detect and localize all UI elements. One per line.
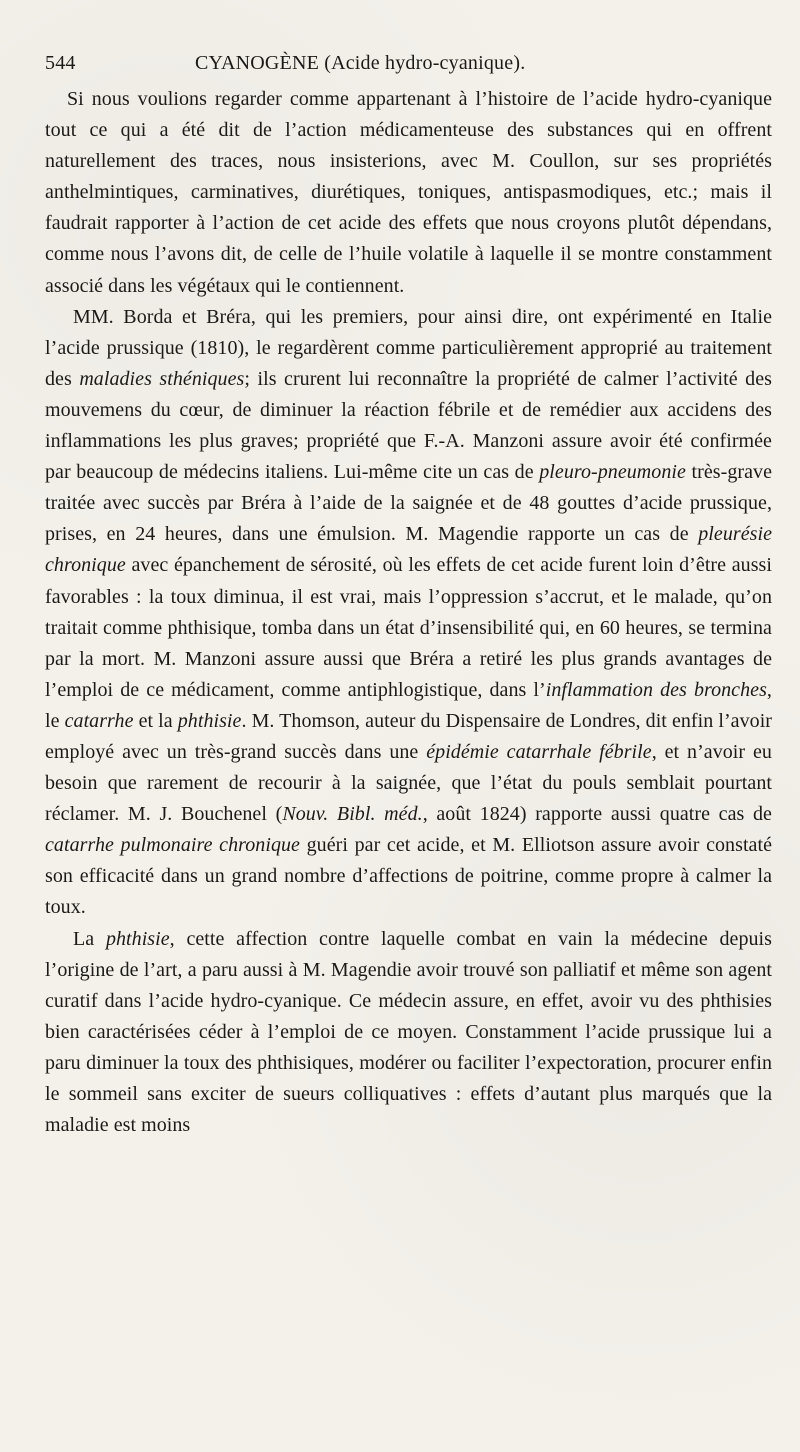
text-segment: , août 1824) rapporte aussi quatre cas de [422, 803, 772, 826]
italic-term: maladies sthéniques [79, 367, 245, 390]
italic-term: pleuro-pneumonie [539, 461, 686, 484]
running-title: CYANOGÈNE (Acide hydro-cyanique). [195, 52, 526, 74]
italic-term: phthisie [105, 927, 170, 950]
text-segment: MM. Borda et Bréra, qui les premiers, pour ainsi dire, ont expérimenté en Italie l’acide prussique (1810), le regardèrent comme particulièrement approprié au traitement des [45, 305, 772, 390]
text-segment: très-grave traitée avec succès par Bréra à l’aide de la saignée et de 48 gouttes d’acide prussique, prises, en 24 heures, dans une émulsion. M. Magendie rapporte un cas de [45, 461, 772, 546]
text-segment: avec épanchement de sérosité, où les effets de cet acide furent loin d’être aussi favorables : la toux diminua, il est vrai, mais l’oppression s’accrut, et le malade, qu’on traitait comme phthisique, tomba dans un état d’insensibilité qui, en 60 heures, se termina par la mort. M. Manzoni assure aussi que Bréra a retiré les plus grands avantages de l’emploi de ce médicament, comme antiphlogistique, dans l’ [45, 554, 772, 701]
text-segment: La [73, 927, 106, 950]
italic-term: épidémie catarrhale fébrile [426, 740, 652, 763]
text-segment: Si nous voulions regarder comme appartenant à l’histoire de l’acide hydro-cyanique tout ce qui a été dit de l’action médicamenteuse des substances qui en offrent naturellement des traces, nous insisterions, avec M. Coullon, sur ses propriétés anthelmintiques, carminatives, diurétiques, toniques, antispasmodiques, etc.; mais il faudrait rapporter à l’action de cet acide des effets que nous croyons plutôt dépendans, comme nous l’avons dit, de celle de l’huile volatile à laquelle il se montre constamment associé dans les végétaux qui le contiennent. [45, 88, 772, 297]
body-text [45, 84, 772, 1141]
paragraph-2 [45, 302, 772, 924]
italic-term: inflammation des bronches [545, 678, 767, 701]
text-segment: , le [45, 678, 772, 732]
text-segment: , et n’avoir eu besoin que rarement de recourir à la saignée, que l’état du pouls semblait pourtant réclamer. M. J. Bouchenel ( [45, 740, 772, 826]
text-segment: et la [133, 709, 178, 732]
italic-term: catarrhe [64, 709, 134, 732]
paragraph-3 [45, 924, 772, 1142]
text-segment: guéri par cet acide, et M. Elliotson assure avoir constaté son efficacité dans un grand nombre d’affections de poitrine, comme propre à calmer la toux. [45, 834, 773, 919]
italic-term: phthisie [177, 709, 242, 732]
italic-term: pleurésie chronique [45, 523, 772, 577]
italic-term: catarrhe pulmonaire chronique [45, 834, 300, 857]
paragraph-1 [45, 84, 772, 302]
text-segment: ; ils crurent lui reconnaître la propriété de calmer l’activité des mouvemens du cœur, de diminuer la réaction fébrile et de remédier aux accidens des inflammations les plus graves; propriété que F.-A. Manzoni assure avoir été confirmée par beaucoup de médecins italiens. Lui-même cite un cas de [45, 367, 772, 484]
text-segment: . M. Thomson, auteur du Dispensaire de Londres, dit enfin l’avoir employé avec un très-grand succès dans une [45, 709, 773, 763]
page-number: 544 [45, 52, 76, 74]
text-segment: , cette affection contre laquelle combat en vain la médecine depuis l’origine de l’art, a paru aussi à M. Magendie avoir trouvé son palliatif et même son agent curatif dans l’acide hydro-cyanique. Ce médecin assure, en effet, avoir vu des phthisies bien caractérisées céder à l’emploi de ce moyen. Constamment l’acide prussique lui a paru diminuer la toux des phthisiques, modérer ou faciliter l’expectoration, procurer enfin le sommeil sans exciter de sueurs colliquatives : effets d’autant plus marqués que la maladie est moins [45, 927, 772, 1137]
italic-citation: Nouv. Bibl. méd. [282, 803, 423, 826]
page-header [45, 42, 772, 84]
